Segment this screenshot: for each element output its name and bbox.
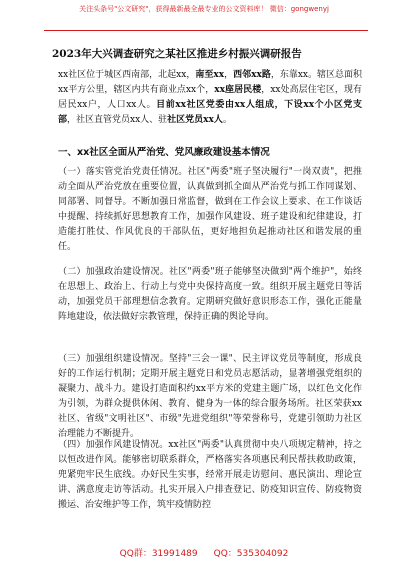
intro-text: ，东靠xx。辖区总面积xx平方公里，辖区内共有商业点xx个， xyxy=(58,70,363,95)
intro-bold-west: 西邻xx路 xyxy=(233,70,271,80)
section-heading: 一、xx社区全面从严治党、党风廉政建设基本情况 xyxy=(58,147,270,158)
header-divider xyxy=(44,30,368,31)
body-paragraph: （四）加强作风建设情况。xx社区"两委"认真贯彻中央八项规定精神，持之以恒改进作风。能够密切联系群众，严格落实各项惠民利民帮扶救助政策，兜紧兜牢民生底线。办好民生实事，经常开展走访慰问、惠民演出、理论宣讲、满意度走访等活动。扎实开展入户排查登记、防疫知识宣传、防疫物资搬运、治安维护等工作，筑牢疫情防控 xyxy=(58,440,362,510)
document-title: 2023年大兴调查研究之某社区推进乡村振兴调研报告 xyxy=(52,48,302,60)
intro-bold-members: 社区党员xx人 xyxy=(167,115,223,125)
intro-bold-buildings: xx座居民楼 xyxy=(214,85,262,95)
intro-text: ， xyxy=(224,70,234,80)
body-paragraph: （一）落实管党治党责任情况。社区"两委"班子坚决履行"一岗双责"，把推动全面从严治党放在重要位置，认真做到抓全面从严治党与抓工作同谋划、同部署、同督导。不断加强日常监督，做到在工作会议上要求、在工作谈话中提醒、持续抓好思想教育工作，加强作风建设、班子建设和纪律建设，打造能打胜仗、作风优良的干部队伍，更好地担负起推动社区和谐发展的重任。 xyxy=(58,167,362,252)
intro-paragraph xyxy=(58,68,362,128)
body-paragraph: （三）加强组织建设情况。坚持"三会一课"、民主评议党员等制度，形成良好的工作运行机制；定期开展主题党日和党员志愿活动，显著增强党组织的凝聚力、战斗力。建设打造面积约xx平方米的党建主题广场，以红色文化作为引领，为群众提供休闲、教育、健身为一体的综合服务场所。社区荣获xx社区、省级"文明社区"、市级"先进党组织"等荣誉称号，党建引领助力社区治理能力不断提升。 xyxy=(58,354,362,439)
intro-text: xx社区位于城区西南部，北起xx， xyxy=(58,70,196,80)
intro-text: 。 xyxy=(222,115,232,125)
footer-contact xyxy=(0,546,408,559)
intro-bold-committee: 目前xx社区党委由xx人组成，下设xx个小区党支部 xyxy=(58,100,362,125)
intro-text: ，xx处高层住宅区，现有居民xx户，人口xx人。 xyxy=(58,85,362,110)
intro-text: ，社区直管党员xx人、驻 xyxy=(67,115,168,125)
intro-bold-south: 南至xx xyxy=(195,70,225,80)
footer-qq: QQ：535304092 xyxy=(213,549,289,559)
header-note: 关注头条号"公文研究"，获得最新最全最专业的公文资料库！ 微信：gongwenyj xyxy=(79,5,329,13)
footer-qq-group: QQ群：31991489 xyxy=(119,549,198,559)
body-paragraph: （二）加强政治建设情况。社区"两委"班子能够坚决做到"两个维护"，始终在思想上、政治上、行动上与党中央保持高度一致。组织开展主题党日等活动，加强党员干部理想信念教育。定期研究做好意识形态工作，强化正能量阵地建设，依法做好宗教管理，保持正确的舆论导向。 xyxy=(58,267,362,322)
